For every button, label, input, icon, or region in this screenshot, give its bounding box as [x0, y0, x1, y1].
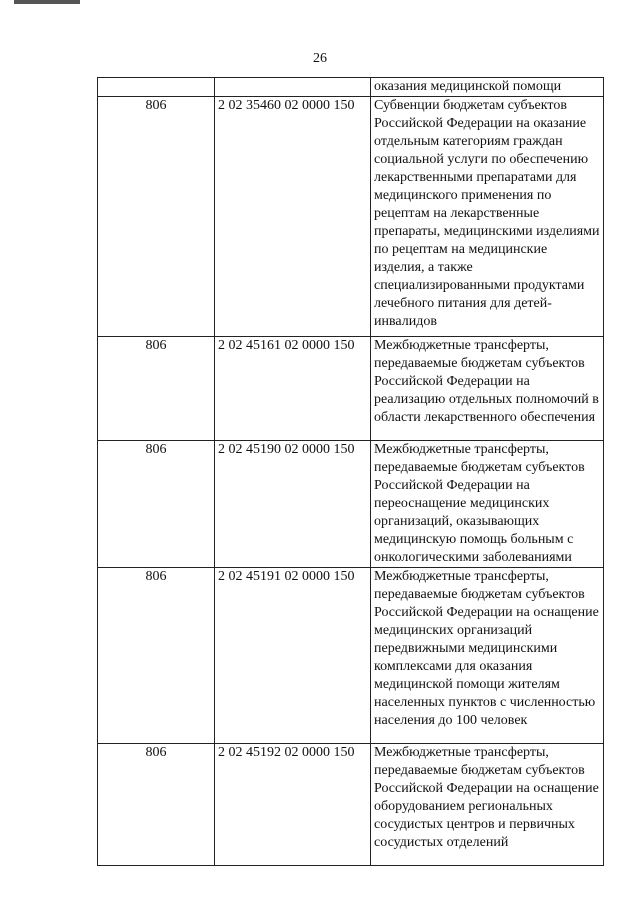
revenue-name-cell: Межбюджетные трансферты, передаваемые бюджетам субъектов Российской Федерации на реализацию отдельных полномочий в области лекарственного обеспечения	[371, 337, 604, 441]
empty-cell	[215, 78, 371, 97]
kbk-code-cell: 2 02 45190 02 0000 150	[215, 441, 371, 568]
table-row	[98, 337, 604, 441]
kbk-code-cell: 2 02 35460 02 0000 150	[215, 97, 371, 337]
kbk-code-cell: 2 02 45192 02 0000 150	[215, 744, 371, 866]
budget-codes-table	[97, 77, 604, 866]
admin-code-cell: 806	[98, 744, 215, 866]
empty-cell	[98, 78, 215, 97]
continuation-text: оказания медицинской помощи	[371, 78, 604, 97]
table-row	[98, 744, 604, 866]
page-number: 26	[313, 51, 327, 66]
table-row	[98, 97, 604, 337]
kbk-code-cell: 2 02 45161 02 0000 150	[215, 337, 371, 441]
revenue-name-cell: Межбюджетные трансферты, передаваемые бюджетам субъектов Российской Федерации на оснащение медицинских организаций передвижными медицинскими комплексами для оказания медицинской помощи жителям населенных пунктов с численностью населения до 100 человек	[371, 568, 604, 744]
continuation-row	[98, 78, 604, 97]
kbk-code-cell: 2 02 45191 02 0000 150	[215, 568, 371, 744]
revenue-name-cell: Межбюджетные трансферты, передаваемые бюджетам субъектов Российской Федерации на оснащение оборудованием региональных сосудистых центров и первичных сосудистых отделений	[371, 744, 604, 866]
scan-edge-mark	[14, 0, 80, 4]
admin-code-cell: 806	[98, 441, 215, 568]
table-row	[98, 568, 604, 744]
revenue-name-cell: Субвенции бюджетам субъектов Российской Федерации на оказание отдельным категориям граждан социальной услуги по обеспечению лекарственными препаратами для медицинского применения по рецептам на лекарственные препараты, медицинскими изделиями по рецептам на медицинские изделия, а также специализированными продуктами лечебного питания для детей-инвалидов	[371, 97, 604, 337]
table-row	[98, 441, 604, 568]
revenue-name-cell: Межбюджетные трансферты, передаваемые бюджетам субъектов Российской Федерации на переоснащение медицинских организаций, оказывающих медицинскую помощь больным с онкологическими заболеваниями	[371, 441, 604, 568]
admin-code-cell: 806	[98, 337, 215, 441]
admin-code-cell: 806	[98, 568, 215, 744]
admin-code-cell: 806	[98, 97, 215, 337]
